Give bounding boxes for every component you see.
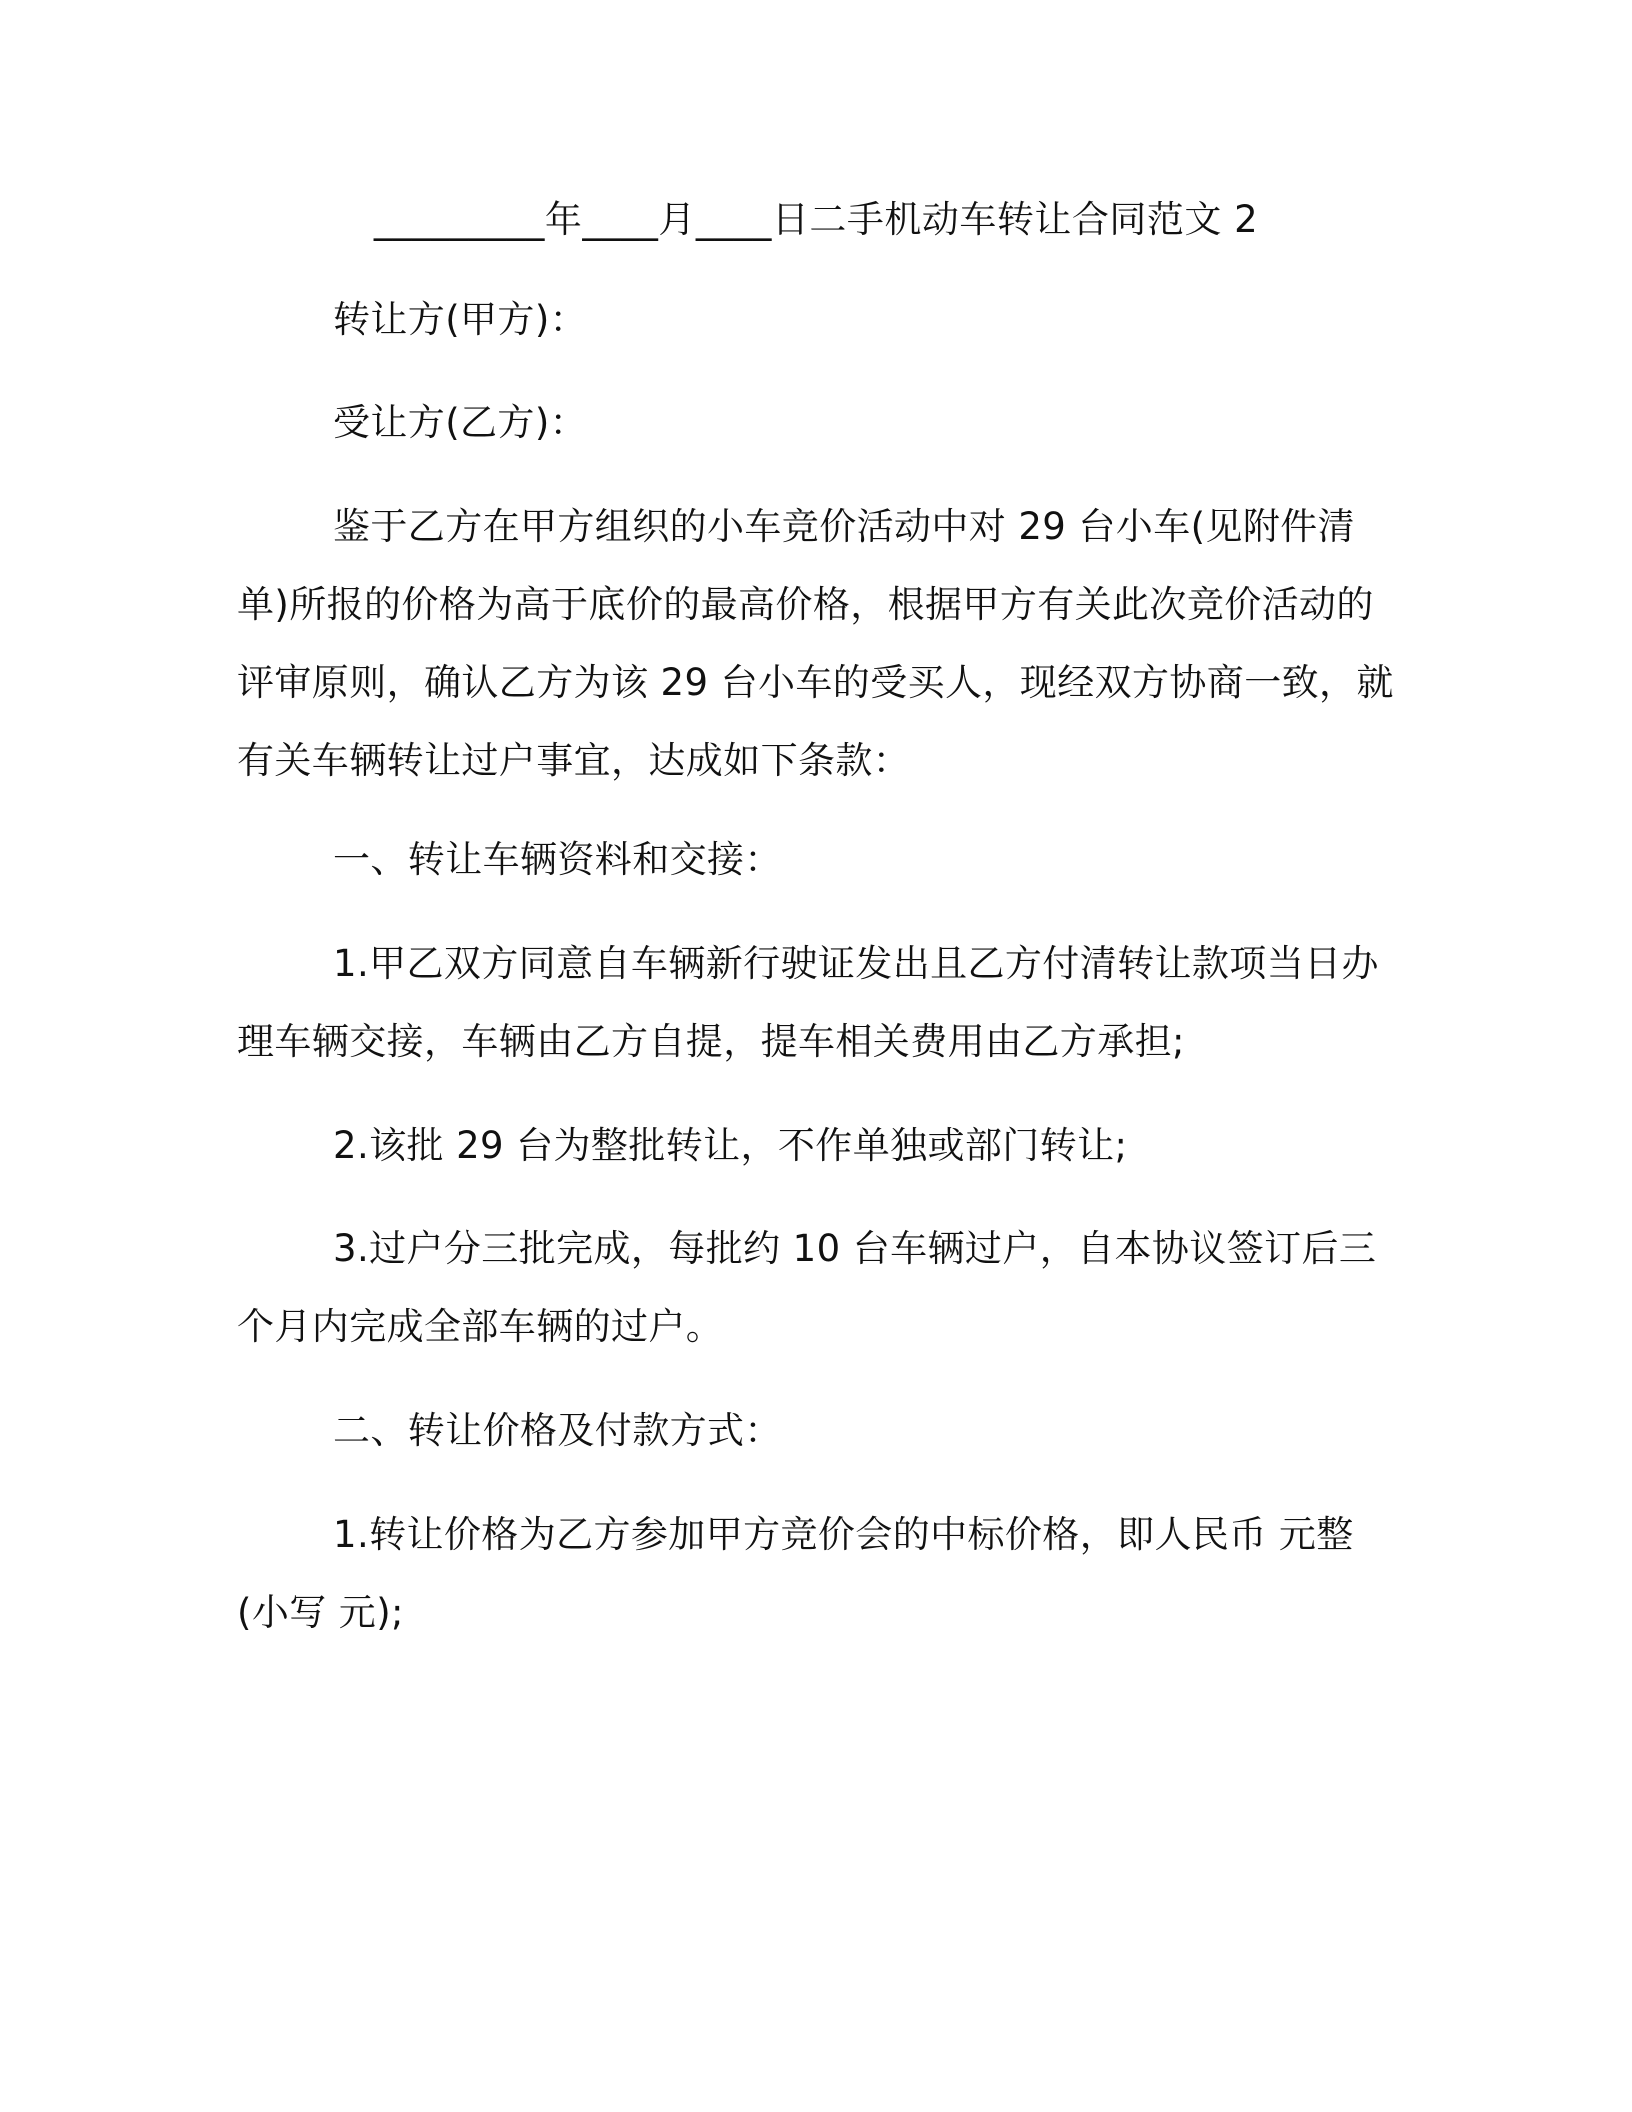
section-1-item-3: 3.过户分三批完成，每批约 10 台车辆过户，自本协议签订后三个月内完成全部车辆的过户。 (237, 1227, 1377, 1348)
section-1-heading: 一、转让车辆资料和交接： (333, 838, 782, 881)
section-2-item-1: 1.转让价格为乙方参加甲方竞价会的中标价格，即人民币 元整(小写 元); (237, 1513, 1354, 1634)
seller-party-line: 转让方(甲方)： (333, 298, 588, 341)
document-title: _________年____月____日二手机动车转让合同范文 2 (373, 198, 1259, 241)
section-2-heading: 二、转让价格及付款方式： (333, 1409, 782, 1452)
section-1-item-1: 1.甲乙双方同意自车辆新行驶证发出且乙方付清转让款项当日办理车辆交接，车辆由乙方自提，提车相关费用由乙方承担; (237, 942, 1379, 1063)
recital-paragraph: 鉴于乙方在甲方组织的小车竞价活动中对 29 台小车(见附件清单)所报的价格为高于底价的最高价格，根据甲方有关此次竞价活动的评审原则，确认乙方为该 29 台小车的受买人，现经双方协商一致，就有关车辆转让过户事宜，达成如下条款： (237, 505, 1394, 782)
buyer-party-line: 受让方(乙方)： (333, 401, 588, 444)
section-1-item-2: 2.该批 29 台为整批转让，不作单独或部门转让; (333, 1124, 1128, 1167)
